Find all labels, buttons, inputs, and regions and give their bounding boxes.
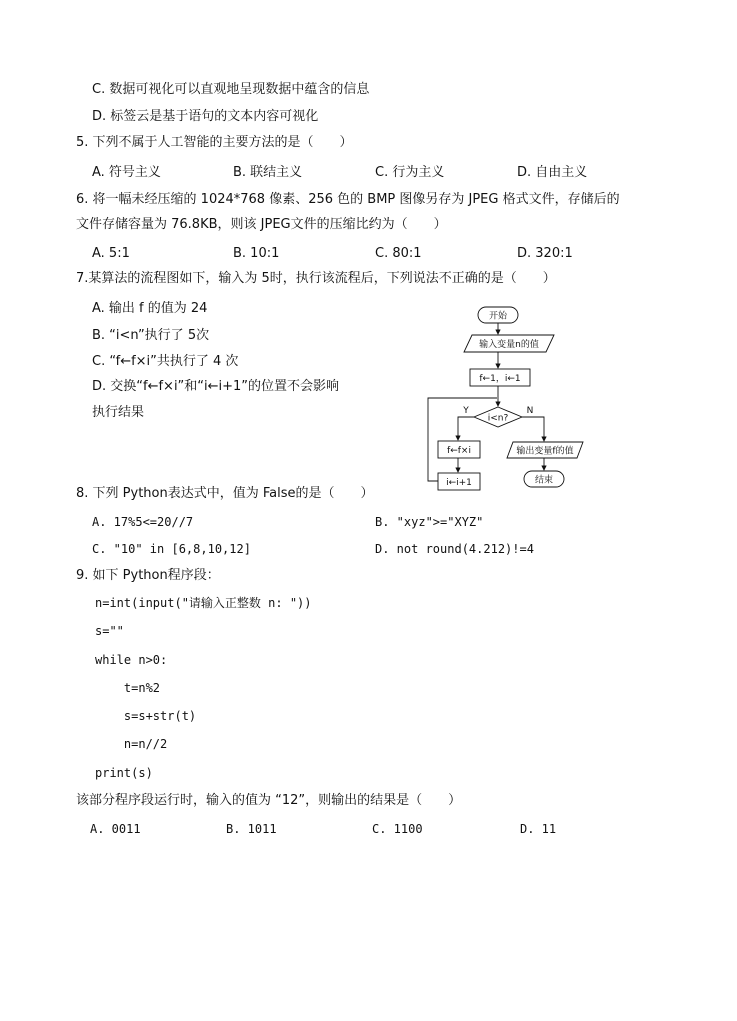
q9-code-line: n=n//2 [95, 737, 168, 751]
flow-end-label: 结束 [534, 475, 554, 486]
q6-option-b: B. 10:1 [233, 246, 280, 261]
flow-no-label: N [526, 406, 534, 416]
q7-stem: 7.某算法的流程图如下，输入为 5时，执行该流程后，下列说法不正确的是（ ） [76, 271, 556, 286]
q7-option-d-line1: D. 交换“f←f×i”和“i←i+1”的位置不会影响 [92, 379, 340, 394]
flow-yes-label: Y [463, 406, 469, 416]
q5-option-b: B. 联结主义 [233, 165, 303, 180]
q8-option-d: D. not round(4.212)!=4 [375, 542, 534, 556]
q7-option-c: C. “f←f×i”共执行了 4 次 [92, 354, 239, 369]
q9-code-line: n=int(input("请输入正整数 n: ")) [95, 596, 312, 610]
q9-code-line: s="" [95, 624, 124, 638]
q8-option-b: B. "xyz">="XYZ" [375, 515, 484, 529]
q9-option-b: B. 1011 [226, 822, 277, 836]
q7-flowchart [420, 300, 600, 500]
q6-stem-line2: 文件存储容量为 76.8KB，则该 JPEG文件的压缩比约为（ ） [76, 217, 447, 232]
q8-option-c: C. "10" in [6,8,10,12] [92, 542, 251, 556]
q9-option-c: C. 1100 [372, 822, 423, 836]
q7-option-d-line2: 执行结果 [92, 405, 145, 420]
flow-start-label: 开始 [488, 311, 508, 322]
q5-option-d: D. 自由主义 [517, 165, 588, 180]
q6-option-a: A. 5:1 [92, 246, 130, 261]
flow-input-label: 输入变量n的值 [479, 340, 539, 350]
q6-stem-line1: 6. 将一幅未经压缩的 1024*768 像素、256 色的 BMP 图像另存为 JPEG 格式文件，存储后的 [76, 192, 620, 207]
flow-init-label: f←1，i←1 [479, 374, 521, 384]
q4-option-d: D. 标签云是基于语句的文本内容可视化 [92, 109, 319, 124]
q9-code-line: t=n%2 [95, 681, 161, 695]
q9-stem: 9. 如下 Python程序段： [76, 568, 220, 583]
q7-option-a: A. 输出 f 的值为 24 [92, 301, 208, 316]
q5-stem: 5. 下列不属于人工智能的主要方法的是（ ） [76, 135, 353, 150]
q5-option-a: A. 符号主义 [92, 165, 161, 180]
q5-option-c: C. 行为主义 [375, 165, 445, 180]
q4-option-c: C. 数据可视化可以直观地呈现数据中蕴含的信息 [92, 82, 370, 97]
q9-code-line: s=s+str(t) [95, 709, 197, 723]
flow-body-label-2: i←i+1 [446, 478, 472, 488]
q6-option-d: D. 320:1 [517, 246, 573, 261]
flow-decision-label: i<n? [487, 413, 509, 424]
flow-body-label-1: f←f×i [447, 446, 471, 456]
q8-stem: 8. 下列 Python表达式中，值为 False的是（ ） [76, 486, 374, 501]
q6-option-c: C. 80:1 [375, 246, 422, 261]
q7-option-b: B. “i<n”执行了 5次 [92, 328, 210, 343]
flow-output-label: 输出变量f的值 [516, 446, 574, 457]
q9-question: 该部分程序段运行时，输入的值为 “12”，则输出的结果是（ ） [76, 793, 462, 808]
q9-code-line: while n>0: [95, 653, 168, 667]
q9-code-line: print(s) [95, 766, 153, 780]
q9-option-a: A. 0011 [90, 822, 141, 836]
q9-option-d: D. 11 [520, 822, 557, 836]
q8-option-a: A. 17%5<=20//7 [92, 515, 194, 529]
